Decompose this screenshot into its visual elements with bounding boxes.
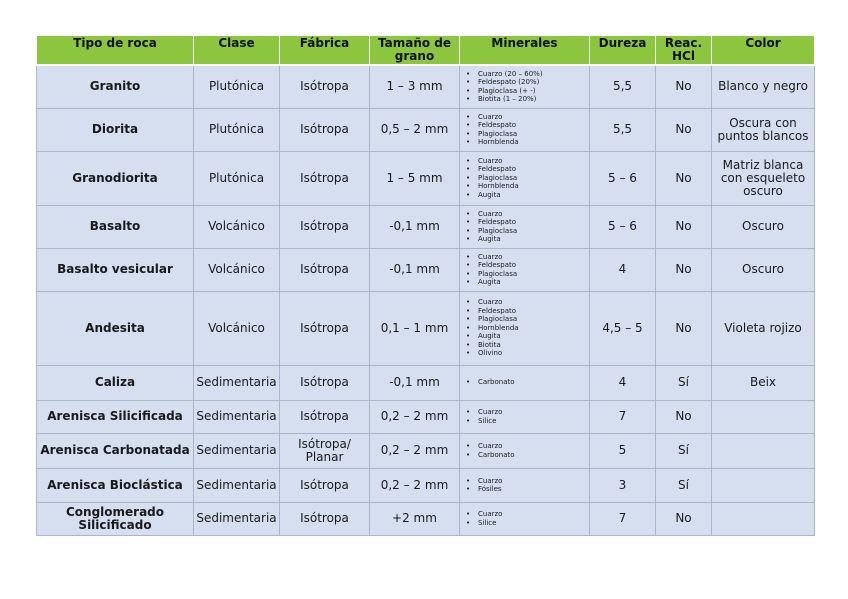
mineral-item: • Carbonato	[464, 451, 587, 460]
rock-dureza: 7	[590, 400, 656, 433]
mineral-item: • Hornblenda	[464, 138, 587, 147]
rock-tamano: 0,5 – 2 mm	[370, 108, 460, 151]
mineral-item: • Cuarzo	[464, 113, 587, 122]
mineral-item: • Augita	[464, 191, 587, 200]
header-reac-hcl: Reac. HCl	[656, 36, 712, 66]
mineral-item: • Cuarzo (20 – 60%)	[464, 70, 587, 79]
table-row	[37, 468, 815, 502]
rock-fabrica: Isótropa	[280, 365, 370, 400]
mineral-item: • Hornblenda	[464, 324, 587, 333]
rock-fabrica: Isótropa	[280, 248, 370, 291]
mineral-item: • Feldespato	[464, 121, 587, 130]
header-tamano-de-grano: Tamaño de grano	[370, 36, 460, 66]
rock-dureza: 5,5	[590, 108, 656, 151]
table-row	[37, 502, 815, 535]
rock-tamano: 0,2 – 2 mm	[370, 433, 460, 468]
mineral-item: • Cuarzo	[464, 253, 587, 262]
rock-reac-hcl: Sí	[656, 365, 712, 400]
rock-name: Granodiorita	[37, 151, 194, 205]
rock-name: Caliza	[37, 365, 194, 400]
rock-minerales	[460, 151, 590, 205]
rock-reac-hcl: No	[656, 291, 712, 365]
rock-minerales	[460, 248, 590, 291]
rock-dureza: 4	[590, 248, 656, 291]
rock-color: Blanco y negro	[712, 65, 815, 108]
rock-clase: Volcánico	[194, 291, 280, 365]
table-row	[37, 151, 815, 205]
rock-fabrica: Isótropa	[280, 151, 370, 205]
rock-tamano: 1 – 5 mm	[370, 151, 460, 205]
rock-reac-hcl: No	[656, 400, 712, 433]
rock-name: Andesita	[37, 291, 194, 365]
rock-clase: Plutónica	[194, 108, 280, 151]
rock-reac-hcl: No	[656, 248, 712, 291]
header-dureza: Dureza	[590, 36, 656, 66]
rock-fabrica: Isótropa	[280, 291, 370, 365]
mineral-item: • Biotita (1 – 20%)	[464, 95, 587, 104]
rock-color: Oscuro	[712, 248, 815, 291]
mineral-item: • Cuarzo	[464, 477, 587, 486]
rock-color	[712, 433, 815, 468]
mineral-item: • Feldespato	[464, 218, 587, 227]
rock-reac-hcl: No	[656, 151, 712, 205]
rock-minerales	[460, 433, 590, 468]
rock-name: Arenisca Silicificada	[37, 400, 194, 433]
rock-name: Basalto	[37, 205, 194, 248]
mineral-item: • Feldespato (20%)	[464, 78, 587, 87]
mineral-item: • Cuarzo	[464, 510, 587, 519]
mineral-item: • Plagioclasa	[464, 315, 587, 324]
table-row	[37, 65, 815, 108]
rock-minerales	[460, 468, 590, 502]
mineral-item: • Plagioclasa	[464, 227, 587, 236]
header-tipo-de-roca: Tipo de roca	[37, 36, 194, 66]
mineral-item: • Carbonato	[464, 378, 587, 387]
rock-minerales	[460, 291, 590, 365]
rock-minerales	[460, 400, 590, 433]
rock-color: Beix	[712, 365, 815, 400]
rock-fabrica: Isótropa	[280, 205, 370, 248]
rock-minerales	[460, 365, 590, 400]
mineral-item: • Plagioclasa (+ -)	[464, 87, 587, 96]
mineral-item: • Plagioclasa	[464, 130, 587, 139]
rock-tamano: -0,1 mm	[370, 248, 460, 291]
rock-tamano: +2 mm	[370, 502, 460, 535]
mineral-item: • Cuarzo	[464, 157, 587, 166]
header-row	[37, 36, 815, 66]
rock-fabrica: Isótropa	[280, 468, 370, 502]
rock-dureza: 5,5	[590, 65, 656, 108]
table-row	[37, 365, 815, 400]
rock-clase: Sedimentaria	[194, 502, 280, 535]
mineral-item: • Cuarzo	[464, 408, 587, 417]
mineral-item: • Silice	[464, 417, 587, 426]
rock-color	[712, 502, 815, 535]
rock-clase: Volcánico	[194, 205, 280, 248]
mineral-list	[464, 253, 587, 287]
table-row	[37, 433, 815, 468]
mineral-list	[464, 477, 587, 494]
rock-fabrica: Isótropa	[280, 502, 370, 535]
rock-dureza: 3	[590, 468, 656, 502]
rock-tamano: 0,1 – 1 mm	[370, 291, 460, 365]
header-minerales: Minerales	[460, 36, 590, 66]
rock-fabrica: Isótropa	[280, 65, 370, 108]
rock-clase: Plutónica	[194, 151, 280, 205]
rock-clase: Volcánico	[194, 248, 280, 291]
mineral-item: • Silice	[464, 519, 587, 528]
rock-color: Matriz blanca con esqueleto oscuro	[712, 151, 815, 205]
mineral-list	[464, 298, 587, 358]
table-row	[37, 291, 815, 365]
table-body	[37, 65, 815, 535]
header-color: Color	[712, 36, 815, 66]
mineral-item: • Plagioclasa	[464, 174, 587, 183]
mineral-list	[464, 70, 587, 104]
mineral-list	[464, 113, 587, 147]
rock-fabrica: Isótropa/ Planar	[280, 433, 370, 468]
rock-reac-hcl: No	[656, 205, 712, 248]
mineral-item: • Hornblenda	[464, 182, 587, 191]
rock-reac-hcl: No	[656, 502, 712, 535]
mineral-item: • Olivino	[464, 349, 587, 358]
rock-fabrica: Isótropa	[280, 400, 370, 433]
rock-clase: Sedimentaria	[194, 468, 280, 502]
mineral-list	[464, 408, 587, 425]
rock-dureza: 5 – 6	[590, 205, 656, 248]
rock-reac-hcl: No	[656, 65, 712, 108]
mineral-item: • Cuarzo	[464, 298, 587, 307]
rock-name: Granito	[37, 65, 194, 108]
mineral-item: • Biotita	[464, 341, 587, 350]
mineral-item: • Feldespato	[464, 307, 587, 316]
mineral-list	[464, 378, 587, 387]
rock-dureza: 4,5 – 5	[590, 291, 656, 365]
table-row	[37, 400, 815, 433]
rock-fabrica: Isótropa	[280, 108, 370, 151]
mineral-item: • Cuarzo	[464, 442, 587, 451]
rock-dureza: 5	[590, 433, 656, 468]
rock-reac-hcl: No	[656, 108, 712, 151]
rock-minerales	[460, 502, 590, 535]
rock-tamano: -0,1 mm	[370, 205, 460, 248]
mineral-item: • Feldespato	[464, 261, 587, 270]
mineral-list	[464, 157, 587, 200]
rock-minerales	[460, 205, 590, 248]
mineral-item: • Plagioclasa	[464, 270, 587, 279]
mineral-list	[464, 210, 587, 244]
rock-reac-hcl: Sí	[656, 468, 712, 502]
rock-dureza: 4	[590, 365, 656, 400]
rock-table	[36, 35, 815, 536]
rock-minerales	[460, 65, 590, 108]
rock-color: Violeta rojizo	[712, 291, 815, 365]
rock-name: Conglomerado Silicificado	[37, 502, 194, 535]
rock-color	[712, 468, 815, 502]
rock-clase: Plutónica	[194, 65, 280, 108]
table-row	[37, 108, 815, 151]
rock-dureza: 7	[590, 502, 656, 535]
rock-clase: Sedimentaria	[194, 433, 280, 468]
rock-clase: Sedimentaria	[194, 365, 280, 400]
mineral-item: • Fósiles	[464, 485, 587, 494]
rock-color: Oscura con puntos blancos	[712, 108, 815, 151]
mineral-list	[464, 442, 587, 459]
rock-name: Arenisca Carbonatada	[37, 433, 194, 468]
mineral-item: • Feldespato	[464, 165, 587, 174]
rock-tamano: -0,1 mm	[370, 365, 460, 400]
rock-name: Diorita	[37, 108, 194, 151]
table-row	[37, 248, 815, 291]
rock-clase: Sedimentaria	[194, 400, 280, 433]
mineral-list	[464, 510, 587, 527]
header-clase: Clase	[194, 36, 280, 66]
rock-name: Basalto vesicular	[37, 248, 194, 291]
header-fabrica: Fábrica	[280, 36, 370, 66]
rock-minerales	[460, 108, 590, 151]
rock-reac-hcl: Sí	[656, 433, 712, 468]
mineral-item: • Augita	[464, 332, 587, 341]
rock-color: Oscuro	[712, 205, 815, 248]
rock-name: Arenisca Bioclástica	[37, 468, 194, 502]
mineral-item: • Cuarzo	[464, 210, 587, 219]
mineral-item: • Augita	[464, 278, 587, 287]
rock-tamano: 1 – 3 mm	[370, 65, 460, 108]
rock-dureza: 5 – 6	[590, 151, 656, 205]
rock-tamano: 0,2 – 2 mm	[370, 468, 460, 502]
mineral-item: • Augita	[464, 235, 587, 244]
rock-color	[712, 400, 815, 433]
table-row	[37, 205, 815, 248]
rock-tamano: 0,2 – 2 mm	[370, 400, 460, 433]
